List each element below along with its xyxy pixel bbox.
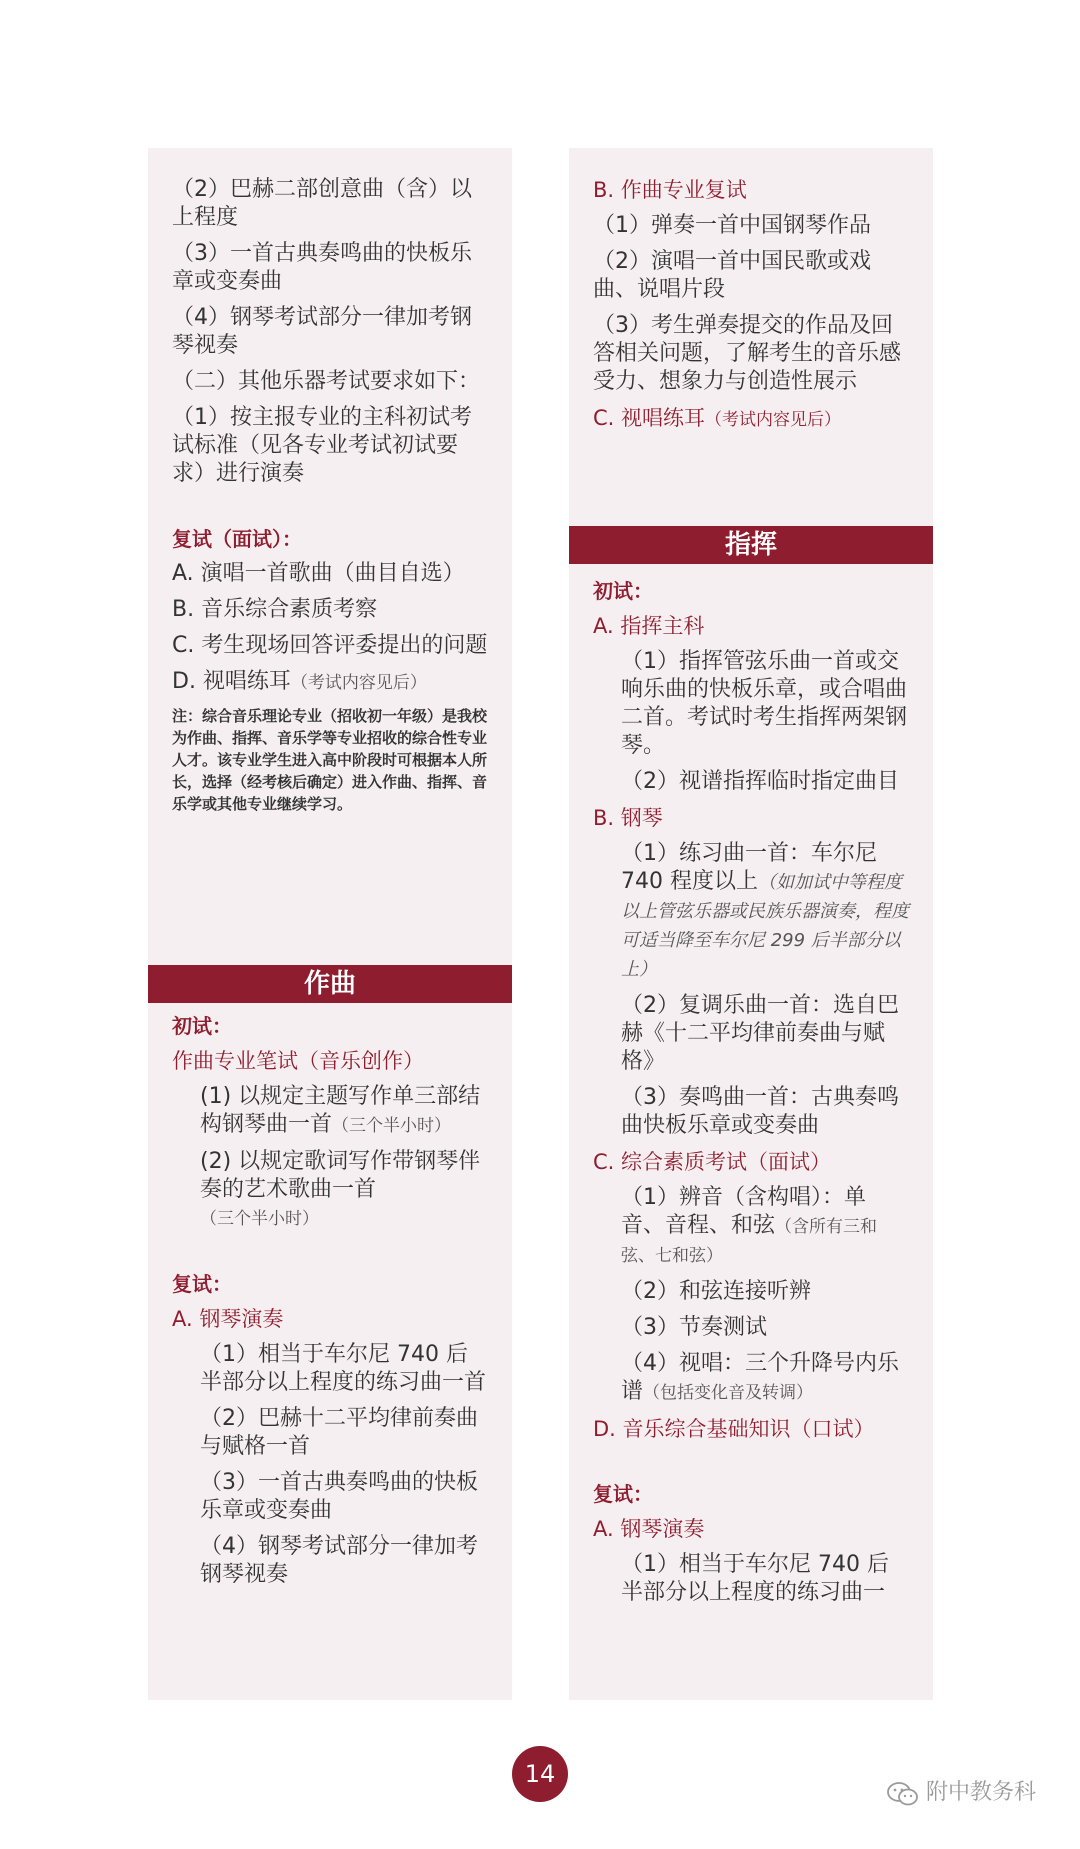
composition-item-2-note: （三个半小时） — [200, 1209, 319, 1229]
conducting-c-item-4-main: （4）视唱：三个升降号内乐谱 — [621, 1351, 899, 1404]
composition-retest-heading: 复试： — [172, 1272, 232, 1296]
composition-retest-sub: A. 钢琴演奏 — [172, 1307, 284, 1331]
composition-c-note: （考试内容见后） — [705, 410, 842, 430]
conducting-a-item-1: （1）指挥管弦乐曲一首或交响乐曲的快板乐章，或合唱曲二首。考试时考生指挥两架钢琴。 — [621, 649, 908, 758]
conducting-d-sub: D. 音乐综合基础知识（口试） — [593, 1417, 875, 1441]
conducting-a-item-2: （2）视谱指挥临时指定曲目 — [621, 769, 899, 794]
composition-banner: 作曲 — [148, 965, 512, 1003]
conducting-retest-sub: A. 钢琴演奏 — [593, 1517, 705, 1541]
conducting-banner: 指挥 — [569, 526, 933, 564]
right-column-top — [593, 176, 909, 442]
retest-item-d-note: （考试内容见后） — [290, 673, 427, 693]
conducting-retest-heading: 复试： — [593, 1482, 653, 1506]
left-item-3: （4）钢琴考试部分一律加考钢琴视奏 — [172, 305, 472, 358]
composition-b-item-2: （2）演唱一首中国民歌或戏曲、说唱片段 — [593, 249, 871, 302]
composition-retest-item-4: （4）钢琴考试部分一律加考钢琴视奏 — [200, 1534, 478, 1587]
composition-item-1-note: （三个半小时） — [332, 1116, 452, 1136]
retest-item-a: A. 演唱一首歌曲（曲目自选） — [172, 561, 465, 586]
composition-b-item-3: （3）考生弹奏提交的作品及回答相关问题，了解考生的音乐感受力、想象力与创造性展示 — [593, 313, 902, 394]
composition-item-2 — [200, 1148, 488, 1233]
conducting-b-item-2: （2）复调乐曲一首：选自巴赫《十二平均律前奏曲与赋格》 — [621, 993, 899, 1074]
conducting-c-item-1 — [621, 1184, 909, 1270]
conducting-section — [593, 578, 909, 1615]
composition-retest-item-2: （2）巴赫十二平均律前奏曲与赋格一首 — [200, 1406, 478, 1459]
left-column-top — [172, 176, 488, 815]
composition-b-item-1: （1）弹奏一首中国钢琴作品 — [593, 213, 871, 238]
conducting-c-item-4-note: （包括变化音及转调） — [643, 1383, 814, 1403]
composition-initial-heading: 初试： — [172, 1014, 232, 1038]
left-item-2: （3）一首古典奏鸣曲的快板乐章或变奏曲 — [172, 241, 472, 294]
composition-retest-item-3: （3）一首古典奏鸣曲的快板乐章或变奏曲 — [200, 1470, 478, 1523]
conducting-c-item-3: （3）节奏测试 — [621, 1315, 767, 1340]
left-item-5: （1）按主报专业的主科初试考试标准（见各专业考试初试要求）进行演奏 — [172, 405, 472, 486]
conducting-c-item-2: （2）和弦连接听辨 — [621, 1279, 811, 1304]
retest-item-c: C. 考生现场回答评委提出的问题 — [172, 633, 488, 658]
watermark-text: 附中教务科 — [926, 1780, 1037, 1805]
page-number: 14 — [512, 1746, 568, 1802]
conducting-initial-heading: 初试： — [593, 579, 653, 603]
program-note: 注：综合音乐理论专业（招收初一年级）是我校为作曲、指挥、音乐学等专业招收的综合性专业人才。该专业学生进入高中阶段时可根据本人所长，选择（经考核后确定）进入作曲、指挥、音乐学或其他专业继续学习。 — [172, 707, 488, 813]
conducting-b-sub: B. 钢琴 — [593, 806, 663, 830]
conducting-b-item-1 — [621, 840, 909, 984]
spacer — [172, 1241, 488, 1271]
conducting-b-item-1-note: （如加试中等程度以上管弦乐器或民族乐器演奏，程度可适当降至车尔尼 299 后半部分以上） — [621, 872, 909, 980]
retest-item-b: B. 音乐综合素质考察 — [172, 597, 378, 622]
right-column — [569, 148, 933, 1700]
spacer — [593, 1451, 909, 1481]
conducting-retest-item-1: （1）相当于车尔尼 740 后半部分以上程度的练习曲一 — [621, 1552, 889, 1605]
retest-heading: 复试（面试）： — [172, 527, 302, 551]
composition-c-heading — [593, 404, 909, 434]
conducting-b-item-1-main: （1）练习曲一首：车尔尼 740 程度以上 — [621, 841, 877, 894]
left-item-1: （2）巴赫二部创意曲（含）以上程度 — [172, 177, 472, 230]
composition-item-1 — [200, 1083, 488, 1140]
watermark — [886, 1775, 1076, 1813]
conducting-c-item-4 — [621, 1350, 909, 1407]
composition-c-main: C. 视唱练耳 — [593, 406, 706, 430]
conducting-b-item-3: （3）奏鸣曲一首：古典奏鸣曲快板乐章或变奏曲 — [621, 1085, 899, 1138]
conducting-a-sub: A. 指挥主科 — [593, 614, 705, 638]
left-item-4: （二）其他乐器考试要求如下： — [172, 369, 481, 394]
composition-retest-b-heading: B. 作曲专业复试 — [593, 178, 747, 202]
retest-item-d-main: D. 视唱练耳 — [172, 669, 291, 694]
composition-section — [172, 1013, 488, 1597]
composition-initial-sub: 作曲专业笔试（音乐创作） — [172, 1049, 424, 1073]
spacer — [172, 496, 488, 526]
conducting-c-sub: C. 综合素质考试（面试） — [593, 1150, 832, 1174]
retest-item-d — [172, 668, 488, 697]
composition-retest-item-1: （1）相当于车尔尼 740 后半部分以上程度的练习曲一首 — [200, 1342, 487, 1395]
conducting-c-item-1-note: （含所有三和弦、七和弦） — [621, 1217, 878, 1266]
conducting-c-item-1-main: （1）辨音（含构唱）：单音、音程、和弦 — [621, 1185, 866, 1238]
composition-item-2-main: (2) 以规定歌词写作带钢琴伴奏的艺术歌曲一首 — [200, 1149, 481, 1202]
left-column — [148, 148, 512, 1700]
wechat-icon — [886, 1781, 920, 1807]
composition-item-1-main: (1) 以规定主题写作单三部结构钢琴曲一首 — [200, 1084, 481, 1137]
